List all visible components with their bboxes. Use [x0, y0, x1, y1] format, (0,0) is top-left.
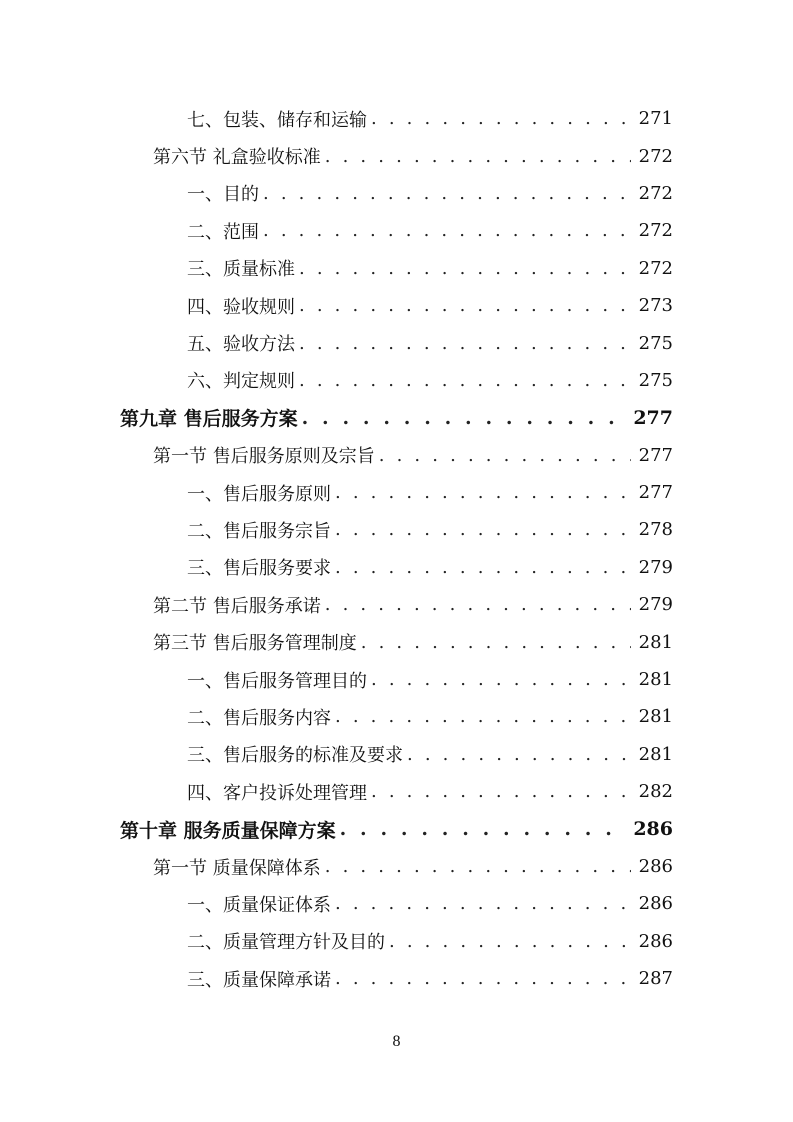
toc-item-row[interactable]: [0, 661, 793, 698]
dot-leader: [389, 931, 631, 952]
toc-entry-page-number: 286: [638, 856, 673, 877]
toc-item-row[interactable]: [0, 960, 793, 997]
toc-item-row[interactable]: [0, 287, 793, 324]
toc-entry-title: 第九章 售后服务方案: [120, 404, 302, 431]
dot-leader: [325, 856, 631, 877]
toc-entry-title: 二、范围: [187, 218, 263, 244]
toc-item-row[interactable]: [0, 736, 793, 773]
dot-leader: [371, 108, 631, 129]
toc-item-row[interactable]: [0, 100, 793, 137]
toc-entry-title: 一、售后服务管理目的: [187, 667, 371, 693]
toc-entry-title: 四、客户投诉处理管理: [187, 779, 371, 805]
dot-leader: [371, 669, 631, 690]
dot-leader: [335, 893, 631, 914]
dot-leader: [340, 818, 626, 840]
toc-entry-page-number: 273: [638, 295, 673, 317]
toc-entry-page-number: 278: [638, 519, 673, 541]
toc-entry-title: 二、质量管理方针及目的: [187, 928, 389, 954]
toc-entry-title: 五、验收方法: [187, 330, 299, 356]
toc-entry-title: 第一节 售后服务原则及宗旨: [153, 442, 379, 468]
toc-entry-title: 二、售后服务内容: [187, 704, 335, 730]
toc-item-row[interactable]: [0, 698, 793, 735]
toc-item-row[interactable]: [0, 175, 793, 212]
toc-entry-page-number: 272: [638, 220, 673, 242]
toc-entry-page-number: 277: [633, 406, 673, 429]
toc-entry-page-number: 281: [638, 743, 673, 765]
toc-section-row[interactable]: [0, 137, 793, 174]
toc-entry-page-number: 277: [638, 444, 673, 466]
toc-entry-page-number: 281: [638, 669, 673, 691]
toc-item-row[interactable]: [0, 885, 793, 922]
table-of-contents: [0, 100, 793, 997]
toc-entry-title: 四、验收规则: [187, 293, 299, 319]
dot-leader: [335, 519, 631, 540]
toc-entry-title: 第二节 售后服务承诺: [153, 592, 325, 618]
dot-leader: [299, 258, 631, 279]
toc-entry-title: 第六节 礼盒验收标准: [153, 143, 325, 169]
toc-entry-page-number: 287: [638, 968, 673, 990]
toc-entry-page-number: 281: [638, 706, 673, 728]
toc-entry-title: 三、质量标准: [187, 255, 299, 281]
toc-item-row[interactable]: [0, 212, 793, 249]
toc-chapter-row[interactable]: [0, 810, 793, 847]
toc-entry-page-number: 277: [638, 482, 673, 504]
dot-leader: [263, 183, 631, 204]
toc-entry-title: 第十章 服务质量保障方案: [120, 816, 340, 843]
dot-leader: [361, 632, 631, 653]
toc-item-row[interactable]: [0, 474, 793, 511]
toc-entry-page-number: 279: [638, 556, 673, 578]
toc-entry-title: 三、质量保障承诺: [187, 966, 335, 992]
dot-leader: [335, 706, 631, 727]
toc-section-row[interactable]: [0, 586, 793, 623]
toc-section-row[interactable]: [0, 623, 793, 660]
toc-section-row[interactable]: [0, 848, 793, 885]
toc-entry-page-number: 275: [638, 369, 673, 391]
dot-leader: [299, 295, 631, 316]
toc-item-row[interactable]: [0, 324, 793, 361]
page-number: 8: [392, 1033, 401, 1050]
toc-entry-title: 六、判定规则: [187, 367, 299, 393]
toc-entry-page-number: 271: [638, 108, 673, 130]
dot-leader: [302, 407, 626, 429]
toc-chapter-row[interactable]: [0, 399, 793, 436]
dot-leader: [299, 333, 631, 354]
toc-entry-page-number: 281: [638, 631, 673, 653]
dot-leader: [335, 557, 631, 578]
dot-leader: [379, 445, 631, 466]
toc-entry-page-number: 272: [638, 182, 673, 204]
toc-entry-title: 一、售后服务原则: [187, 480, 335, 506]
toc-entry-page-number: 272: [638, 257, 673, 279]
toc-item-row[interactable]: [0, 773, 793, 810]
toc-entry-page-number: 286: [638, 930, 673, 952]
toc-section-row[interactable]: [0, 437, 793, 474]
toc-entry-title: 七、包装、储存和运输: [187, 106, 371, 132]
dot-leader: [335, 968, 631, 989]
toc-entry-page-number: 275: [638, 332, 673, 354]
toc-item-row[interactable]: [0, 511, 793, 548]
toc-entry-page-number: 286: [633, 818, 673, 841]
dot-leader: [263, 220, 631, 241]
dot-leader: [299, 370, 631, 391]
toc-entry-title: 三、售后服务要求: [187, 554, 335, 580]
toc-entry-title: 二、售后服务宗旨: [187, 517, 335, 543]
toc-entry-title: 三、售后服务的标准及要求: [187, 741, 407, 767]
toc-item-row[interactable]: [0, 549, 793, 586]
toc-entry-title: 第一节 质量保障体系: [153, 854, 325, 880]
dot-leader: [407, 744, 631, 765]
toc-entry-page-number: 272: [638, 145, 673, 167]
dot-leader: [325, 146, 631, 167]
dot-leader: [371, 781, 631, 802]
dot-leader: [325, 594, 631, 615]
toc-entry-page-number: 286: [638, 893, 673, 915]
toc-entry-title: 一、目的: [187, 180, 263, 206]
dot-leader: [335, 482, 631, 503]
toc-entry-page-number: 282: [638, 781, 673, 803]
toc-item-row[interactable]: [0, 923, 793, 960]
toc-entry-page-number: 279: [638, 594, 673, 616]
toc-entry-title: 一、质量保证体系: [187, 891, 335, 917]
toc-item-row[interactable]: [0, 362, 793, 399]
toc-entry-title: 第三节 售后服务管理制度: [153, 629, 361, 655]
toc-item-row[interactable]: [0, 250, 793, 287]
